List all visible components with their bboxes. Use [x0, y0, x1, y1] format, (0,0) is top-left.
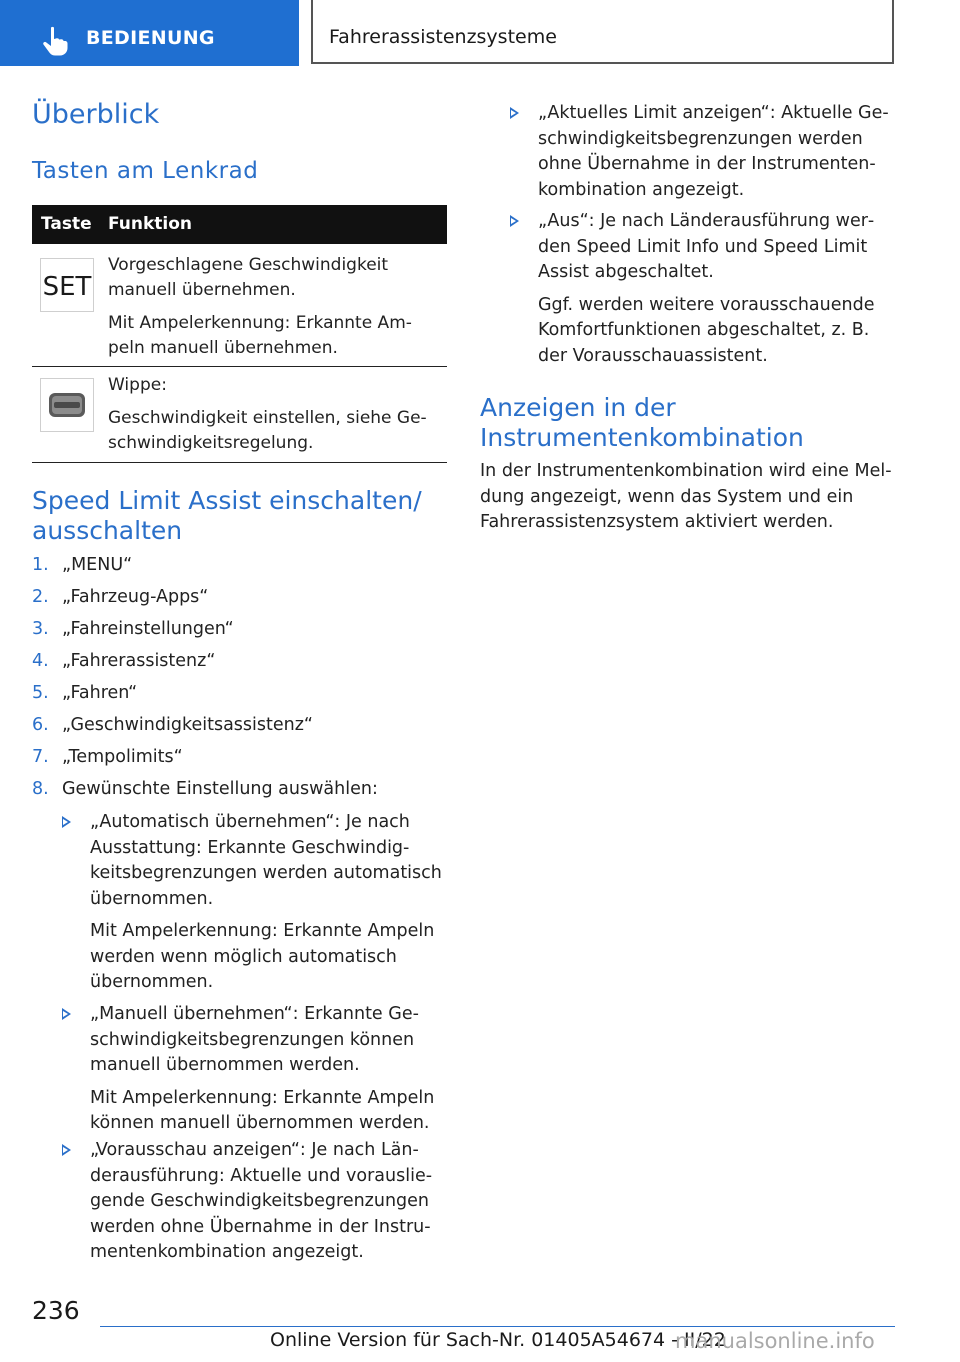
- step-text: „MENU“: [62, 555, 133, 575]
- bullet-triangle-icon: [62, 1144, 71, 1156]
- function-text: Vorgeschlagene Geschwindigkeit manuell übernehmen.: [108, 255, 389, 300]
- bullet-text: „Automatisch übernehmen“: Je nach Ausstattung: Erkannte Geschwindigkeitsbegrenzungen werden automatisch übernommen.: [90, 812, 442, 909]
- step-text: „Fahreinstellungen“: [62, 619, 234, 639]
- bullet-triangle-icon: [510, 215, 519, 227]
- section-title-anzeigen: Anzeigen in der Instrumentenkombination: [480, 393, 804, 452]
- list-item: [32, 553, 450, 585]
- list-item: [32, 681, 450, 713]
- list-item: [32, 777, 450, 809]
- footer-text: Online Version für Sach-Nr. 01405A54674 - II/22: [270, 1329, 726, 1351]
- list-item: [32, 649, 450, 681]
- bullet-text: Ggf. werden weitere vorausschauende Komfortfunktionen abgeschaltet, z. B. der Vorausschauassistent.: [538, 294, 875, 366]
- step-number: 6.: [32, 715, 49, 735]
- column-header-funktion: Funktion: [108, 214, 193, 234]
- step-text: „Fahrzeug-Apps“: [62, 587, 209, 607]
- table-cell-function: [108, 253, 438, 369]
- key-table-header: [32, 205, 447, 244]
- bullet-text: „Vorausschau anzeigen“: Je nach Länderausführung: Aktuelle und vorausliegende Geschwindigkeitsbegrenzungen werden ohne Übernahme in der Instrumentenkombination angezeigt.: [90, 1140, 433, 1262]
- section-title: Fahrerassistenzsysteme: [329, 26, 557, 48]
- chapter-tab: [0, 0, 299, 66]
- list-item: [32, 617, 450, 649]
- bullet-text: „Manuell übernehmen“: Erkannte Geschwindigkeitsbegrenzungen können manuell übernommen werden.: [90, 1004, 419, 1075]
- bullet-text: Mit Ampelerkennung: Erkannte Ampeln werden wenn möglich automatisch übernommen.: [90, 921, 435, 992]
- bullet-triangle-icon: [62, 1008, 71, 1020]
- set-key-label: SET: [42, 272, 92, 302]
- steps-list: [32, 553, 450, 809]
- step-number: 3.: [32, 619, 49, 639]
- column-header-taste: Taste: [41, 214, 92, 234]
- subsection-title: Tasten am Lenkrad: [32, 158, 259, 184]
- chapter-tab-label: BEDIENUNG: [86, 27, 215, 49]
- rocker-switch-icon: [40, 378, 94, 432]
- function-text: Wippe:: [108, 375, 167, 395]
- page-number: 236: [32, 1296, 80, 1325]
- watermark: manualsonline.info: [675, 1329, 875, 1353]
- bullet-triangle-icon: [62, 816, 71, 828]
- list-item: [32, 745, 450, 777]
- table-cell-function: [108, 373, 438, 464]
- function-text: Mit Ampelerkennung: Erkannte Ampeln manuell übernehmen.: [108, 313, 412, 358]
- pointing-hand-icon: [42, 26, 68, 56]
- section-header-box: [311, 0, 894, 64]
- page-header: [0, 0, 960, 66]
- step-text: „Fahrerassistenz“: [62, 651, 216, 671]
- table-divider: [32, 366, 447, 367]
- table-bottom-rule: [32, 462, 447, 463]
- bullet-text: „Aktuelles Limit anzeigen“: Aktuelle Geschwindigkeitsbegrenzungen werden ohne Übernahme in der Instrumentenkombination angezeigt.: [538, 103, 889, 200]
- bullet-text: „Aus“: Je nach Länderausführung werden Speed Limit Info und Speed Limit Assist abgeschaltet.: [538, 211, 875, 282]
- step-number: 5.: [32, 683, 49, 703]
- bullet-text: Mit Ampelerkennung: Erkannte Ampeln können manuell übernommen werden.: [90, 1087, 435, 1133]
- step-number: 8.: [32, 779, 49, 799]
- section-title-speed-limit: Speed Limit Assist einschalten/ ausschalten: [32, 486, 422, 545]
- step-text: „Fahren“: [62, 683, 138, 703]
- function-text: Geschwindigkeit einstellen, siehe Geschwindigkeitsregelung.: [108, 408, 427, 453]
- page-title: Überblick: [32, 99, 160, 130]
- step-number: 7.: [32, 747, 49, 767]
- list-item: [32, 713, 450, 745]
- set-key-icon: [40, 258, 94, 312]
- footer-rule: [100, 1326, 895, 1327]
- body-paragraph: In der Instrumentenkombination wird eine Meldung angezeigt, wenn das System und ein Fahrerassistenzsystem aktiviert werden.: [480, 461, 892, 532]
- bullet-triangle-icon: [510, 107, 519, 119]
- step-number: 2.: [32, 587, 49, 607]
- step-number: 4.: [32, 651, 49, 671]
- step-text: „Tempolimits“: [62, 747, 183, 767]
- step-text: Gewünschte Einstellung auswählen:: [62, 779, 378, 799]
- step-number: 1.: [32, 555, 49, 575]
- step-text: „Geschwindigkeitsassistenz“: [62, 715, 313, 735]
- list-item: [32, 585, 450, 617]
